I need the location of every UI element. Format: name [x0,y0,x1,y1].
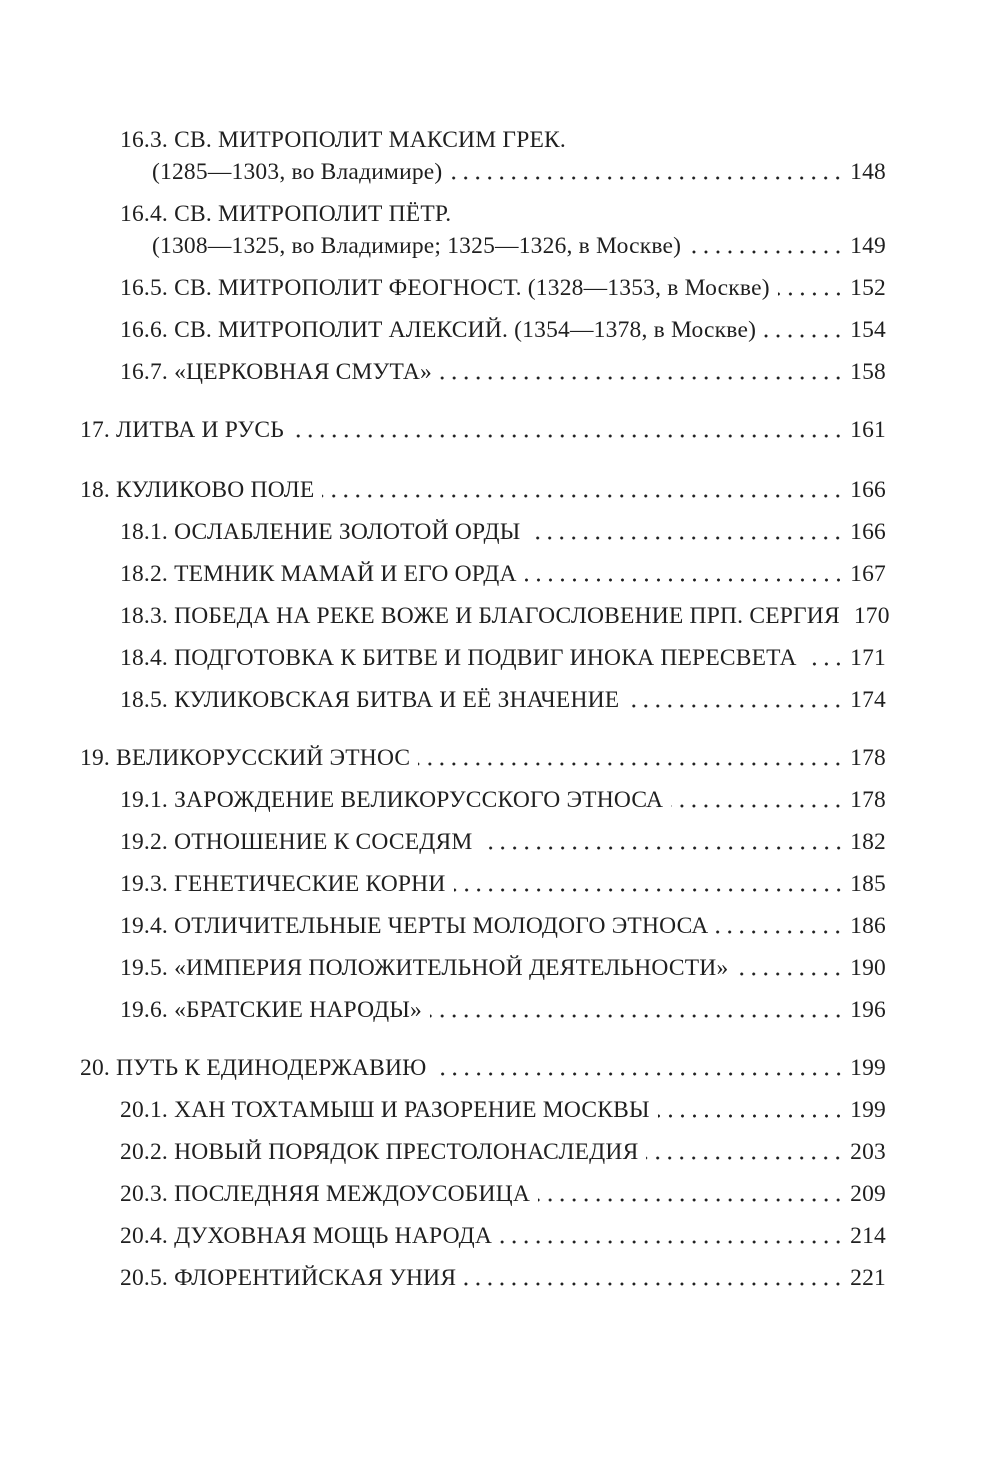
dot-leader [671,803,844,809]
toc-page-number: 190 [850,955,886,981]
dot-leader [538,1197,844,1203]
toc-entry-16-5[interactable] [80,272,886,304]
toc-entry-title: 18.3. ПОБЕДА НА РЕКЕ ВОЖЕ И БЛАГОСЛОВЕНИЕ ПРП. СЕРГИЯ [120,603,840,629]
toc-chapter-title: 20. ПУТЬ К ЕДИНОДЕРЖАВИЮ [80,1055,427,1081]
toc-entry-title: 19.4. ОТЛИЧИТЕЛЬНЫЕ ЧЕРТЫ МОЛОДОГО ЭТНОСА [120,913,709,939]
toc-entry-19-2[interactable] [80,826,886,858]
dot-leader [450,175,844,181]
toc-entry-title: 19.3. ГЕНЕТИЧЕСКИЕ КОРНИ [120,871,446,897]
toc-entry-19-4[interactable] [80,910,886,942]
toc-page-number: 154 [850,317,886,343]
toc-page-number: 214 [850,1223,886,1249]
dot-leader [716,929,844,935]
toc-entry-title-cont: (1285—1303, во Владимире) [152,159,443,185]
toc-chapter-19[interactable] [80,742,886,774]
toc-entry-18-1[interactable] [80,516,886,548]
toc-entry-title: 18.1. ОСЛАБЛЕНИЕ ЗОЛОТОЙ ОРДЫ [120,519,521,545]
toc-entry-title: 19.5. «ИМПЕРИЯ ПОЛОЖИТЕЛЬНОЙ ДЕЯТЕЛЬНОСТИ» [120,955,729,981]
toc-entry-16-6[interactable] [80,314,886,346]
toc-page-number: 221 [850,1265,886,1291]
dot-leader [646,1155,844,1161]
table-of-contents [80,124,890,1294]
toc-page-number: 166 [850,519,886,545]
toc-entry-20-3[interactable] [80,1178,886,1210]
toc-page-number: 152 [850,275,886,301]
toc-chapter-title: 19. ВЕЛИКОРУССКИЙ ЭТНОС [80,745,411,771]
dot-leader [454,887,845,893]
dot-leader [464,1281,844,1287]
toc-entry-18-3[interactable] [80,600,890,632]
toc-entry-title: 20.5. ФЛОРЕНТИЙСКАЯ УНИЯ [120,1265,457,1291]
toc-entry-title: 16.7. «ЦЕРКОВНАЯ СМУТА» [120,359,432,385]
dot-leader [627,703,844,709]
dot-leader [525,577,844,583]
toc-entry-20-4[interactable] [80,1220,886,1252]
toc-entry-19-5[interactable] [80,952,886,984]
toc-entry-19-6[interactable] [80,994,886,1026]
dot-leader [736,971,844,977]
toc-entry-title: 18.5. КУЛИКОВСКАЯ БИТВА И ЕЁ ЗНАЧЕНИЕ [120,687,620,713]
toc-entry-title: 20.1. ХАН ТОХТАМЫШ И РАЗОРЕНИЕ МОСКВЫ [120,1097,650,1123]
toc-page-number: 166 [850,477,886,503]
toc-page-number: 149 [850,233,886,259]
dot-leader [481,845,845,851]
dot-leader [430,1013,844,1019]
toc-page-number: 186 [850,913,886,939]
toc-entry-19-3[interactable] [80,868,886,900]
toc-chapter-18[interactable] [80,474,886,506]
dot-leader [440,375,844,381]
dot-leader [805,661,844,667]
toc-entry-title-cont: (1308—1325, во Владимире; 1325—1326, в Москве) [152,233,682,259]
toc-page-number: 171 [850,645,886,671]
toc-entry-19-1[interactable] [80,784,886,816]
toc-entry-title: 19.1. ЗАРОЖДЕНИЕ ВЕЛИКОРУССКОГО ЭТНОСА [120,787,664,813]
toc-entry-18-4[interactable] [80,642,886,674]
toc-entry-title: 16.5. СВ. МИТРОПОЛИТ ФЕОГНОСТ. (1328—1353, в Москве) [120,275,770,301]
dot-leader [435,1071,845,1077]
toc-entry-20-5[interactable] [80,1262,886,1294]
toc-entry-title: 19.6. «БРАТСКИЕ НАРОДЫ» [120,997,422,1023]
toc-entry-title: 18.4. ПОДГОТОВКА К БИТВЕ И ПОДВИГ ИНОКА ПЕРЕСВЕТА [120,645,797,671]
toc-entry-title: 16.4. СВ. МИТРОПОЛИТ ПЁТР. [120,201,452,227]
toc-entry-20-2[interactable] [80,1136,886,1168]
toc-page-number: 148 [850,159,886,185]
toc-page-number: 185 [850,871,886,897]
toc-entry-title: 20.4. ДУХОВНАЯ МОЩЬ НАРОДА [120,1223,492,1249]
toc-page-number: 196 [850,997,886,1023]
dot-leader [500,1239,844,1245]
toc-entry-16-3[interactable] [80,124,886,188]
toc-page-number: 178 [850,787,886,813]
toc-entry-title: 20.3. ПОСЛЕДНЯЯ МЕЖДОУСОБИЦА [120,1181,530,1207]
toc-entry-title: 16.3. СВ. МИТРОПОЛИТ МАКСИМ ГРЕК. [120,127,566,153]
toc-page-number: 203 [850,1139,886,1165]
toc-entry-18-5[interactable] [80,684,886,716]
toc-entry-16-7[interactable] [80,356,886,388]
toc-page-number: 209 [850,1181,886,1207]
dot-leader [689,249,844,255]
toc-page-number: 199 [850,1097,886,1123]
toc-entry-title: 19.2. ОТНОШЕНИЕ К СОСЕДЯМ [120,829,473,855]
toc-chapter-17[interactable] [80,414,886,446]
dot-leader [322,493,844,499]
toc-page-number: 167 [850,561,886,587]
dot-leader [778,291,844,297]
toc-page-number: 158 [850,359,886,385]
dot-leader [658,1113,844,1119]
toc-entry-title: 18.2. ТЕМНИК МАМАЙ И ЕГО ОРДА [120,561,517,587]
toc-chapter-20[interactable] [80,1052,886,1084]
dot-leader [764,333,844,339]
toc-page-number: 182 [850,829,886,855]
dot-leader [528,535,844,541]
toc-page-number: 199 [850,1055,886,1081]
toc-entry-16-4[interactable] [80,198,886,262]
dot-leader [292,433,844,439]
toc-page-number: 170 [853,603,890,629]
toc-entry-20-1[interactable] [80,1094,886,1126]
dot-leader [418,761,844,767]
toc-chapter-title: 18. КУЛИКОВО ПОЛЕ [80,477,315,503]
toc-entry-18-2[interactable] [80,558,886,590]
toc-page-number: 174 [850,687,886,713]
toc-entry-title: 16.6. СВ. МИТРОПОЛИТ АЛЕКСИЙ. (1354—1378, в Москве) [120,317,757,343]
toc-chapter-title: 17. ЛИТВА И РУСЬ [80,417,284,443]
toc-entry-title: 20.2. НОВЫЙ ПОРЯДОК ПРЕСТОЛОНАСЛЕДИЯ [120,1139,639,1165]
toc-page-number: 178 [850,745,886,771]
toc-page-number: 161 [850,417,886,443]
